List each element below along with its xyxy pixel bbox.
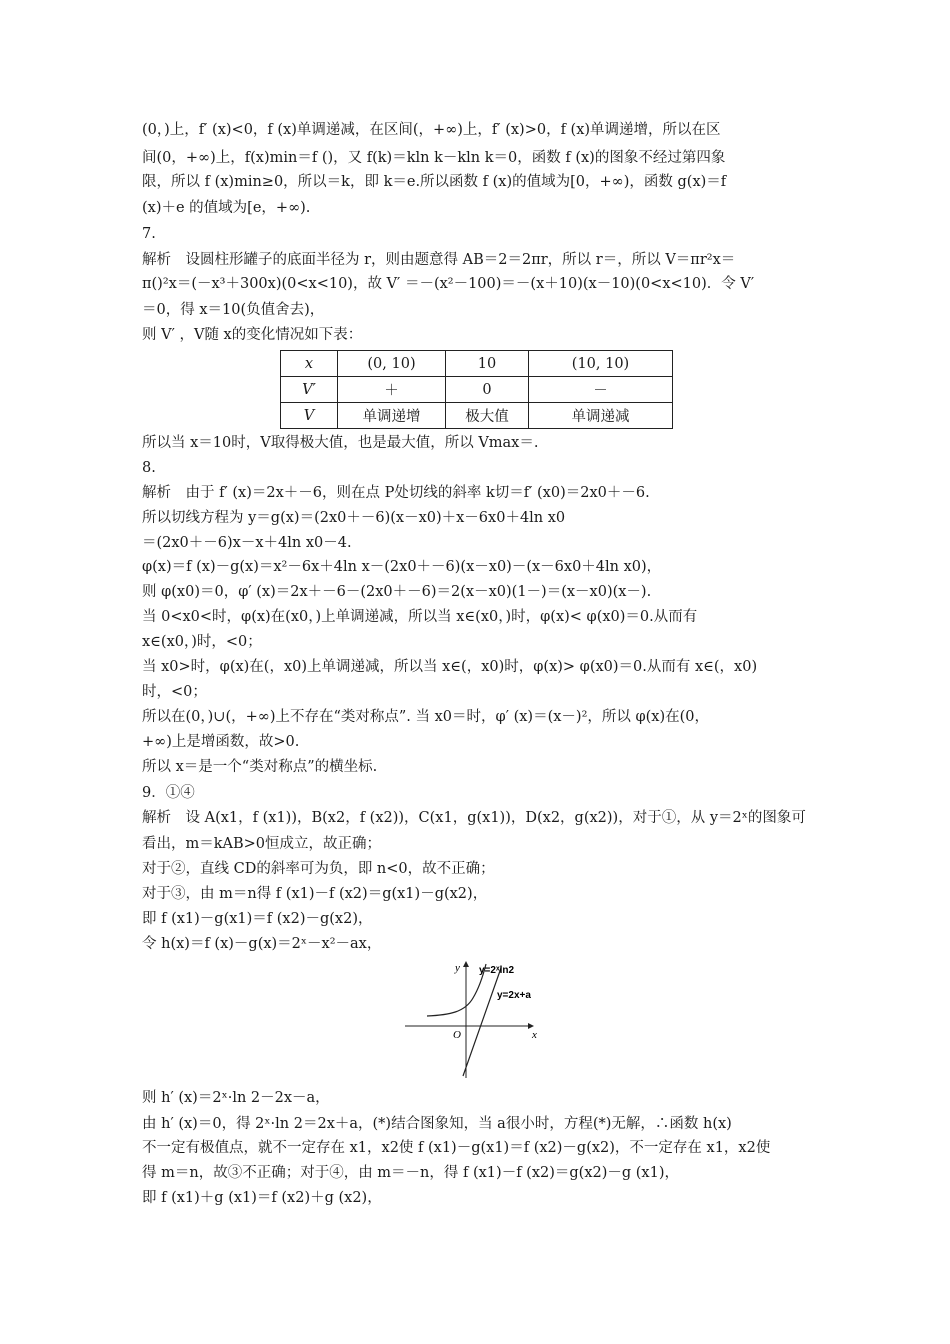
table-row xyxy=(281,403,673,429)
question-number: 8. xyxy=(142,460,156,476)
table-cell: ＋ xyxy=(338,377,446,403)
table-cell: 单调递减 xyxy=(529,403,673,429)
text-line: 解析 由于 f′ (x)＝2x＋－6，则在点 P处切线的斜率 k切＝f′ (x0)＝2x0＋－6. xyxy=(142,485,650,501)
text-line: 解析 设 A(x1，f (x1))，B(x2，f (x2))，C(x1，g(x1))，D(x2，g(x2))，对于①，从 y＝2ˣ的图象可 xyxy=(142,810,806,826)
text-line: 令 h(x)＝f (x)－g(x)＝2ˣ－x²－ax， xyxy=(142,936,382,952)
text-line: 不一定有极值点，就不一定存在 x1，x2使 f (x1)－g(x1)＝f (x2)－g(x2)，不一定存在 x1，x2使 xyxy=(142,1140,771,1156)
text-line: 所以当 x＝10时，V取得极大值，也是最大值，所以 Vmax＝. xyxy=(142,435,539,451)
text-line: 看出，m＝kAB>0恒成立，故正确； xyxy=(142,836,382,852)
table-cell: 0 xyxy=(446,377,529,403)
origin-label: O xyxy=(453,1029,461,1041)
table-cell: V xyxy=(281,403,338,429)
text-line: 对于③，由 m＝n得 f (x1)－f (x2)＝g(x1)－g(x2)， xyxy=(142,886,488,902)
curve-label: y=2ˣln2 xyxy=(479,965,515,976)
table-row xyxy=(281,351,673,377)
text-line: x∈(x0，)时，<0； xyxy=(142,634,262,650)
x-axis-label: x xyxy=(532,1029,537,1041)
table-cell: 单调递增 xyxy=(338,403,446,429)
table-cell: V′ xyxy=(281,377,338,403)
text-line: 则 V′ ，V随 x的变化情况如下表： xyxy=(142,327,363,343)
text-line: 所以在(0，)∪(，+∞)上不存在“类对称点”. 当 x0＝时，φ′ (x)＝(x－)²，所以 φ(x)在(0， xyxy=(142,709,710,725)
text-line: ＝(2x0＋－6)x－x＋4ln x0－4. xyxy=(142,535,352,551)
question-number: 7. xyxy=(142,226,156,242)
text-line: 得 m＝n，故③不正确；对于④，由 m＝－n，得 f (x1)－f (x2)＝g(x2)－g (x1)， xyxy=(142,1165,679,1181)
text-line: π()²x＝(－x³＋300x)(0<x<10)，故 V′ ＝－(x²－100)＝－(x＋10)(x－10)(0<x<10)．令 V′ xyxy=(142,276,755,292)
text-line: 当 x0>时，φ(x)在(，x0)上单调递减，所以当 x∈(，x0)时，φ(x)> φ(x0)＝0.从而有 x∈(，x0) xyxy=(142,659,758,675)
text-line: +∞)上是增函数，故>0. xyxy=(142,734,300,750)
y-axis-label: y xyxy=(455,962,460,974)
text-line: 限，所以 f (x)min≥0，所以＝k，即 k＝e.所以函数 f (x)的值域为[0，+∞)，函数 g(x)＝f xyxy=(142,174,727,190)
text-line: (x)＋e 的值域为[e，+∞). xyxy=(142,200,311,216)
table-cell: (0, 10) xyxy=(338,351,446,377)
variation-table xyxy=(280,350,673,429)
text-line: 对于②，直线 CD的斜率可为负，即 n<0，故不正确； xyxy=(142,861,495,877)
text-line: 间(0，+∞)上，f(x)min＝f ()，又 f(k)＝kln k－kln k＝0，函数 f (x)的图象不经过第四象 xyxy=(142,150,726,166)
text-line: 则 h′ (x)＝2ˣ·ln 2－2x－a， xyxy=(142,1090,330,1106)
table-cell: (10, 10) xyxy=(529,351,673,377)
text-line: 所以切线方程为 y＝g(x)＝(2x0＋－6)(x－x0)＋x－6x0＋4ln x0 xyxy=(142,510,566,526)
text-line: ＝0，得 x＝10(负值舍去)， xyxy=(142,302,325,318)
table-cell: 10 xyxy=(446,351,529,377)
text-line: 即 f (x1)－g(x1)＝f (x2)－g(x2)， xyxy=(142,911,373,927)
function-graph xyxy=(405,958,545,1080)
text-line: (0，)上，f′ (x)<0，f (x)单调递减，在区间(，+∞)上，f′ (x)>0，f (x)单调递增，所以在区 xyxy=(142,122,721,138)
table-cell: 极大值 xyxy=(446,403,529,429)
text-line: 由 h′ (x)＝0，得 2ˣ·ln 2＝2x＋a，(*)结合图象知，当 a很小时，方程(*)无解，∴函数 h(x) xyxy=(142,1116,732,1132)
straight-line xyxy=(463,968,501,1076)
text-line: 则 φ(x0)＝0，φ′ (x)＝2x＋－6－(2x0＋－6)＝2(x－x0)(1－)＝(x－x0)(x－). xyxy=(142,584,652,600)
text-line: 时，<0； xyxy=(142,684,207,700)
text-line: φ(x)＝f (x)－g(x)＝x²－6x＋4ln x－(2x0＋－6)(x－x0)－(x－6x0＋4ln x0)， xyxy=(142,559,662,575)
text-line: 即 f (x1)＋g (x1)＝f (x2)＋g (x2)， xyxy=(142,1190,382,1206)
text-line: 解析 设圆柱形罐子的底面半径为 r，则由题意得 AB＝2＝2πr，所以 r＝，所以 V＝πr²x＝ xyxy=(142,252,736,268)
text-line: 所以 x＝是一个“类对称点”的横坐标. xyxy=(142,759,378,775)
table-cell: － xyxy=(529,377,673,403)
table-cell: x xyxy=(281,351,338,377)
line-label: y=2x+a xyxy=(497,990,531,1001)
text-line: 当 0<x0<时，φ(x)在(x0，)上单调递减，所以当 x∈(x0，)时，φ(x)< φ(x0)＝0.从而有 xyxy=(142,609,698,625)
table-row xyxy=(281,377,673,403)
answer-line: 9．①④ xyxy=(142,785,195,801)
